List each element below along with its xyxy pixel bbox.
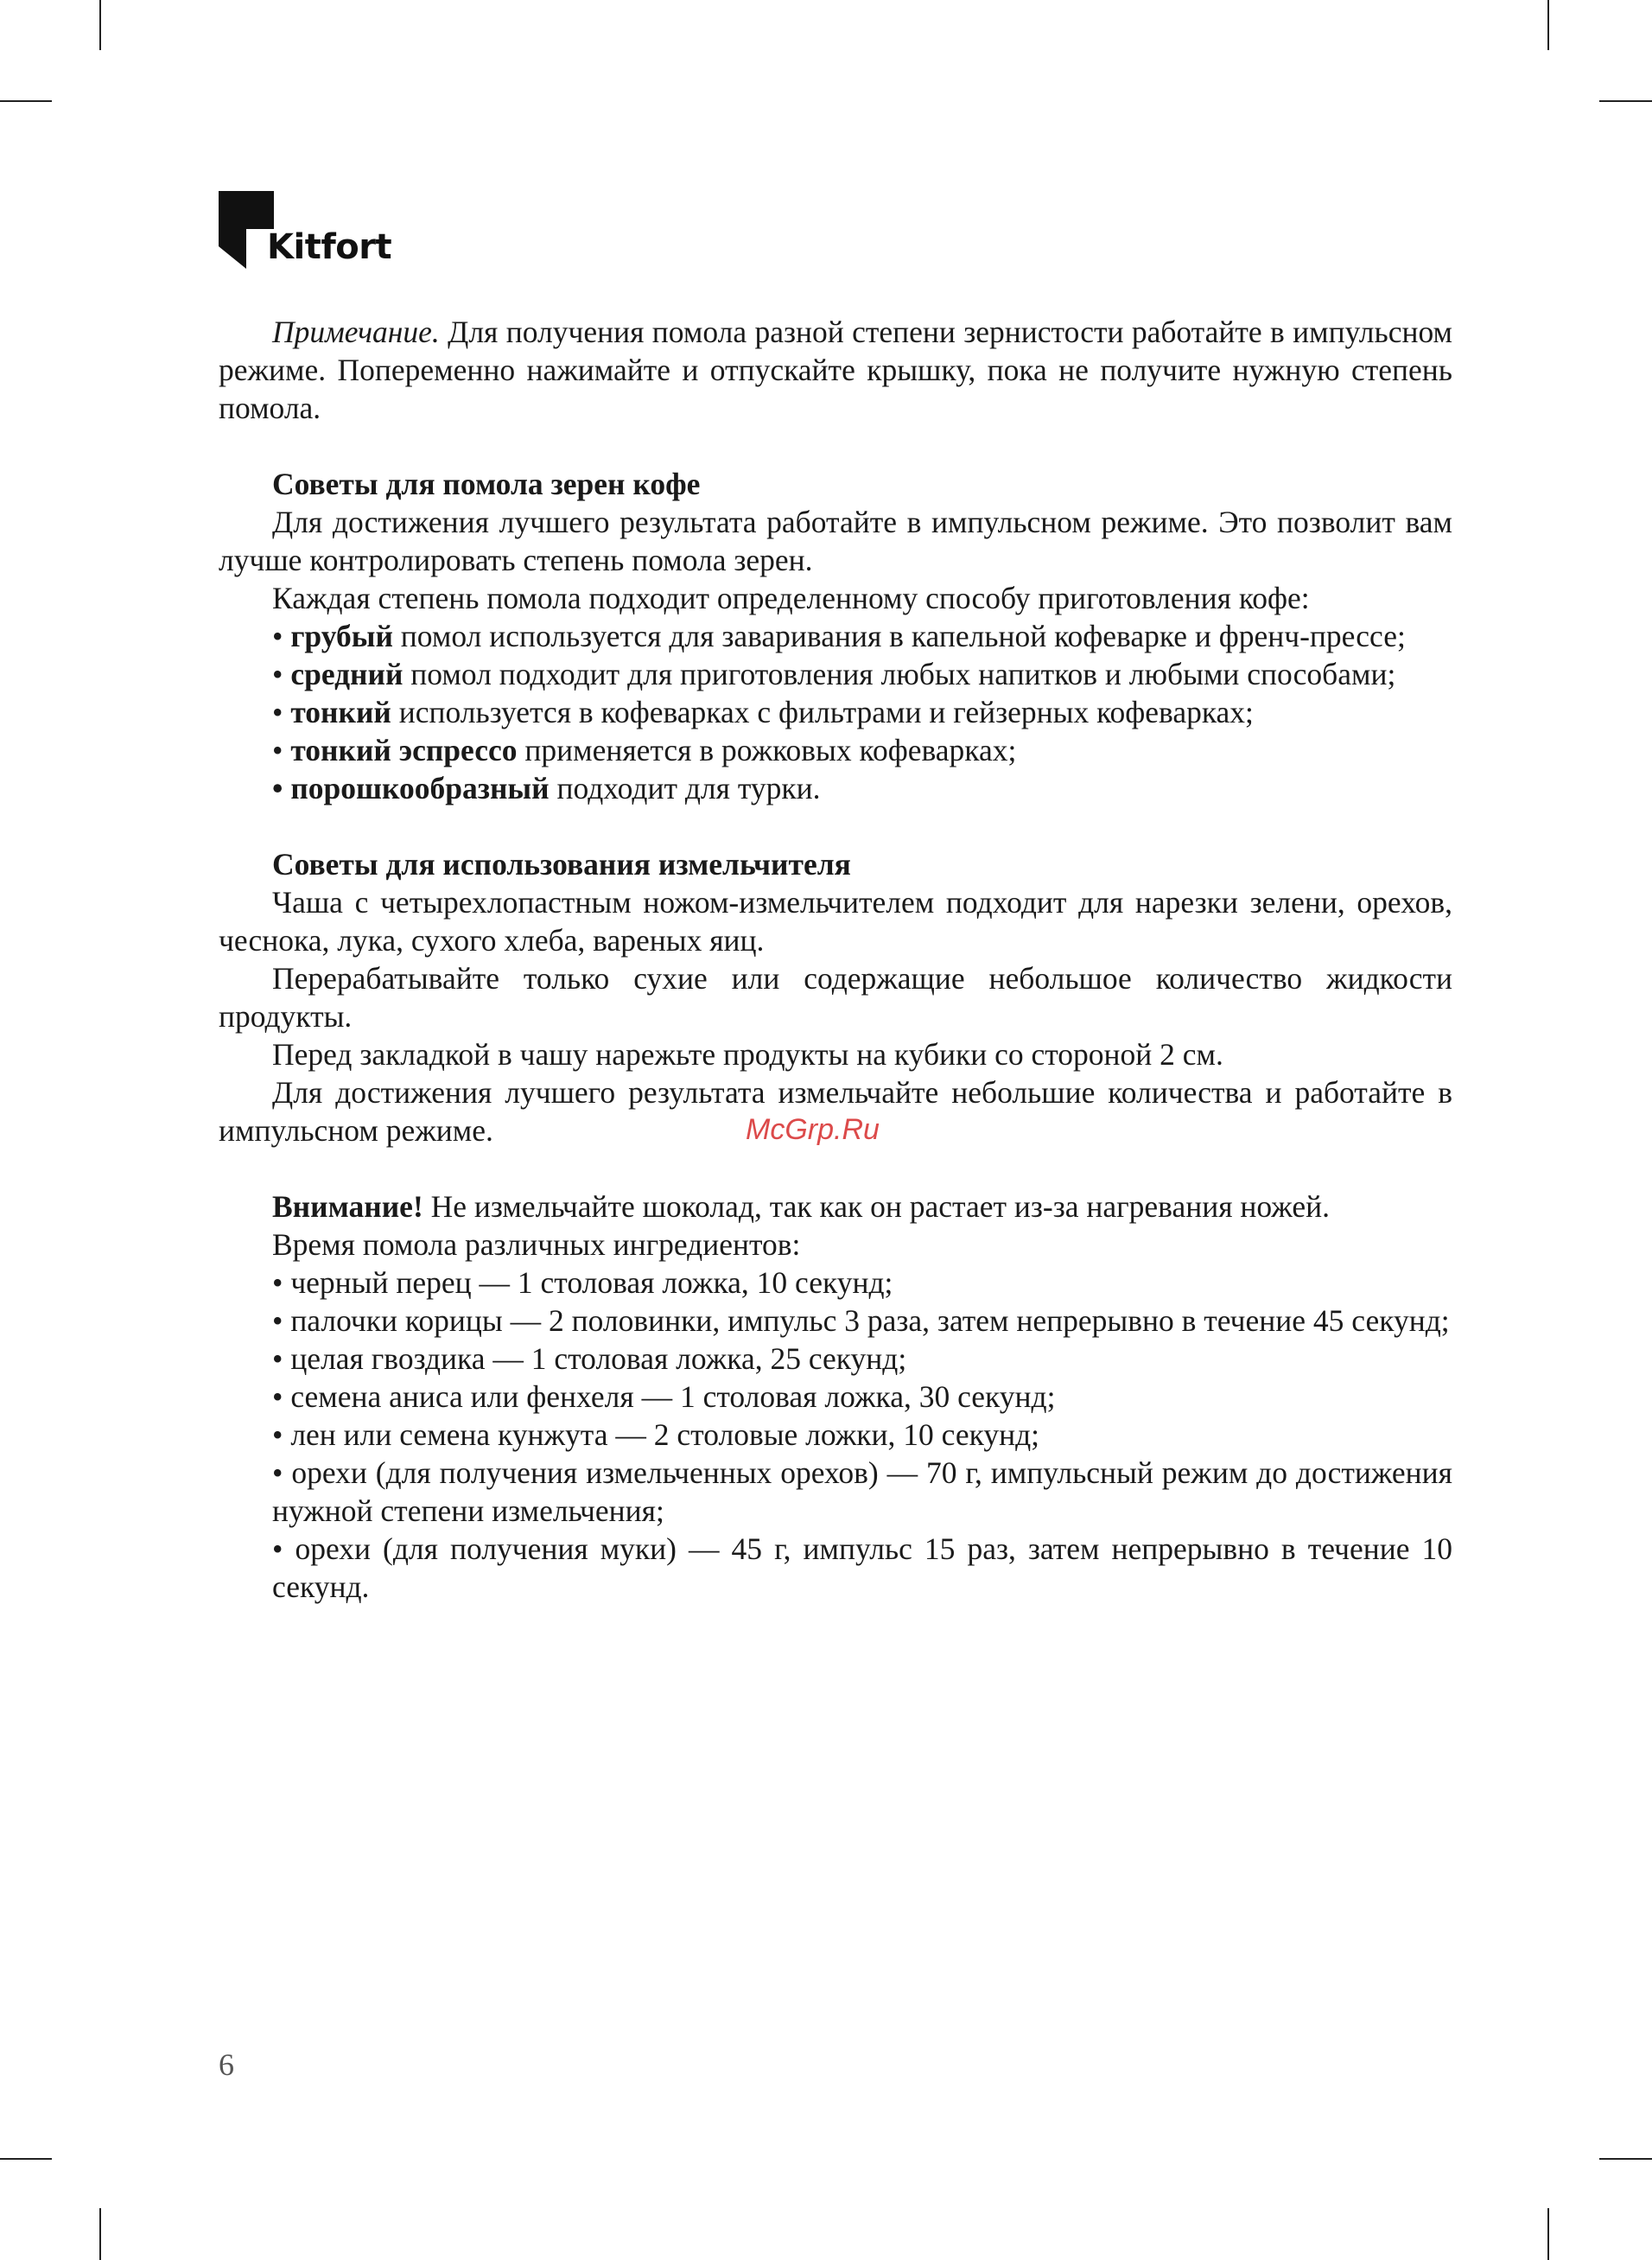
note-paragraph — [219, 313, 1452, 427]
chopper-heading: Советы для использования измельчителя — [272, 847, 851, 882]
brand-logo — [219, 191, 391, 273]
crop-mark — [1599, 2158, 1652, 2160]
times-title: Время помола различных ингредиентов: — [272, 1227, 801, 1262]
watermark: McGrp.Ru — [746, 1113, 880, 1146]
list-item: • палочки корицы — 2 половинки, импульс 3 раза, затем непрерывно в течение 45 секунд; — [272, 1303, 1450, 1338]
list-item: • порошкообразный подходит для турки. — [272, 771, 821, 805]
kitfort-logo-icon — [219, 191, 274, 269]
warning-label: Внимание! — [272, 1189, 423, 1224]
list-item: • черный перец — 1 столовая ложка, 10 секунд; — [272, 1265, 893, 1300]
note-label: Примечание. — [272, 315, 440, 349]
page-content — [219, 313, 1452, 1606]
warning-text: Не измельчайте шоколад, так как он растает из-за нагревания ножей. — [423, 1189, 1330, 1224]
chopper-paragraph: Чаша с четырехлопастным ножом-измельчителем подходит для нарезки зелени, орехов, чеснока, лука, сухого хлеба, вареных яиц. — [219, 885, 1452, 958]
list-item: • тонкий используется в кофеварках с фильтрами и гейзерных кофеварках; — [272, 695, 1254, 729]
brand-name: Kitfort — [267, 227, 392, 267]
crop-mark — [0, 100, 52, 102]
crop-mark — [99, 0, 101, 50]
list-item: • орехи (для получения муки) — 45 г, импульс 15 раз, затем непрерывно в течение 10 секунд. — [272, 1531, 1452, 1604]
list-item: • средний помол подходит для приготовления любых напитков и любыми способами; — [272, 657, 1396, 691]
list-item: • лен или семена кунжута — 2 столовые ложки, 10 секунд; — [272, 1417, 1040, 1452]
coffee-paragraph: Каждая степень помола подходит определенному способу приготовления кофе: — [272, 581, 1310, 615]
crop-mark — [1547, 2208, 1549, 2260]
list-item: • тонкий эспрессо применяется в рожковых кофеварках; — [272, 733, 1017, 767]
crop-mark — [1547, 0, 1549, 50]
chopper-paragraph: Для достижения лучшего результата измельчайте небольшие количества и работайте в импульсном режиме. — [219, 1075, 1452, 1148]
list-item: • орехи (для получения измельченных орехов) — 70 г, импульсный режим до достижения нужной степени измельчения; — [272, 1455, 1452, 1528]
list-item: • грубый помол используется для заваривания в капельной кофеварке и френч-прессе; — [272, 619, 1406, 653]
crop-mark — [99, 2208, 101, 2260]
crop-mark — [0, 2158, 52, 2160]
list-item: • целая гвоздика — 1 столовая ложка, 25 секунд; — [272, 1341, 907, 1376]
chopper-paragraph: Перед закладкой в чашу нарежьте продукты на кубики со стороной 2 см. — [272, 1037, 1223, 1072]
list-item: • семена аниса или фенхеля — 1 столовая ложка, 30 секунд; — [272, 1379, 1056, 1414]
warning-paragraph — [219, 1187, 1452, 1225]
note-text: Для получения помола разной степени зернистости работайте в импульсном режиме. Попеременно нажимайте и отпускайте крышку, пока не получите нужную степень помола. — [219, 315, 1452, 425]
coffee-heading: Советы для помола зерен кофе — [272, 467, 701, 501]
coffee-paragraph: Для достижения лучшего результата работайте в импульсном режиме. Это позволит вам лучше контролировать степень помола зерен. — [219, 505, 1452, 577]
crop-mark — [1599, 100, 1652, 102]
page-number: 6 — [219, 2047, 234, 2082]
chopper-paragraph: Перерабатывайте только сухие или содержащие небольшое количество жидкости продукты. — [219, 961, 1452, 1034]
